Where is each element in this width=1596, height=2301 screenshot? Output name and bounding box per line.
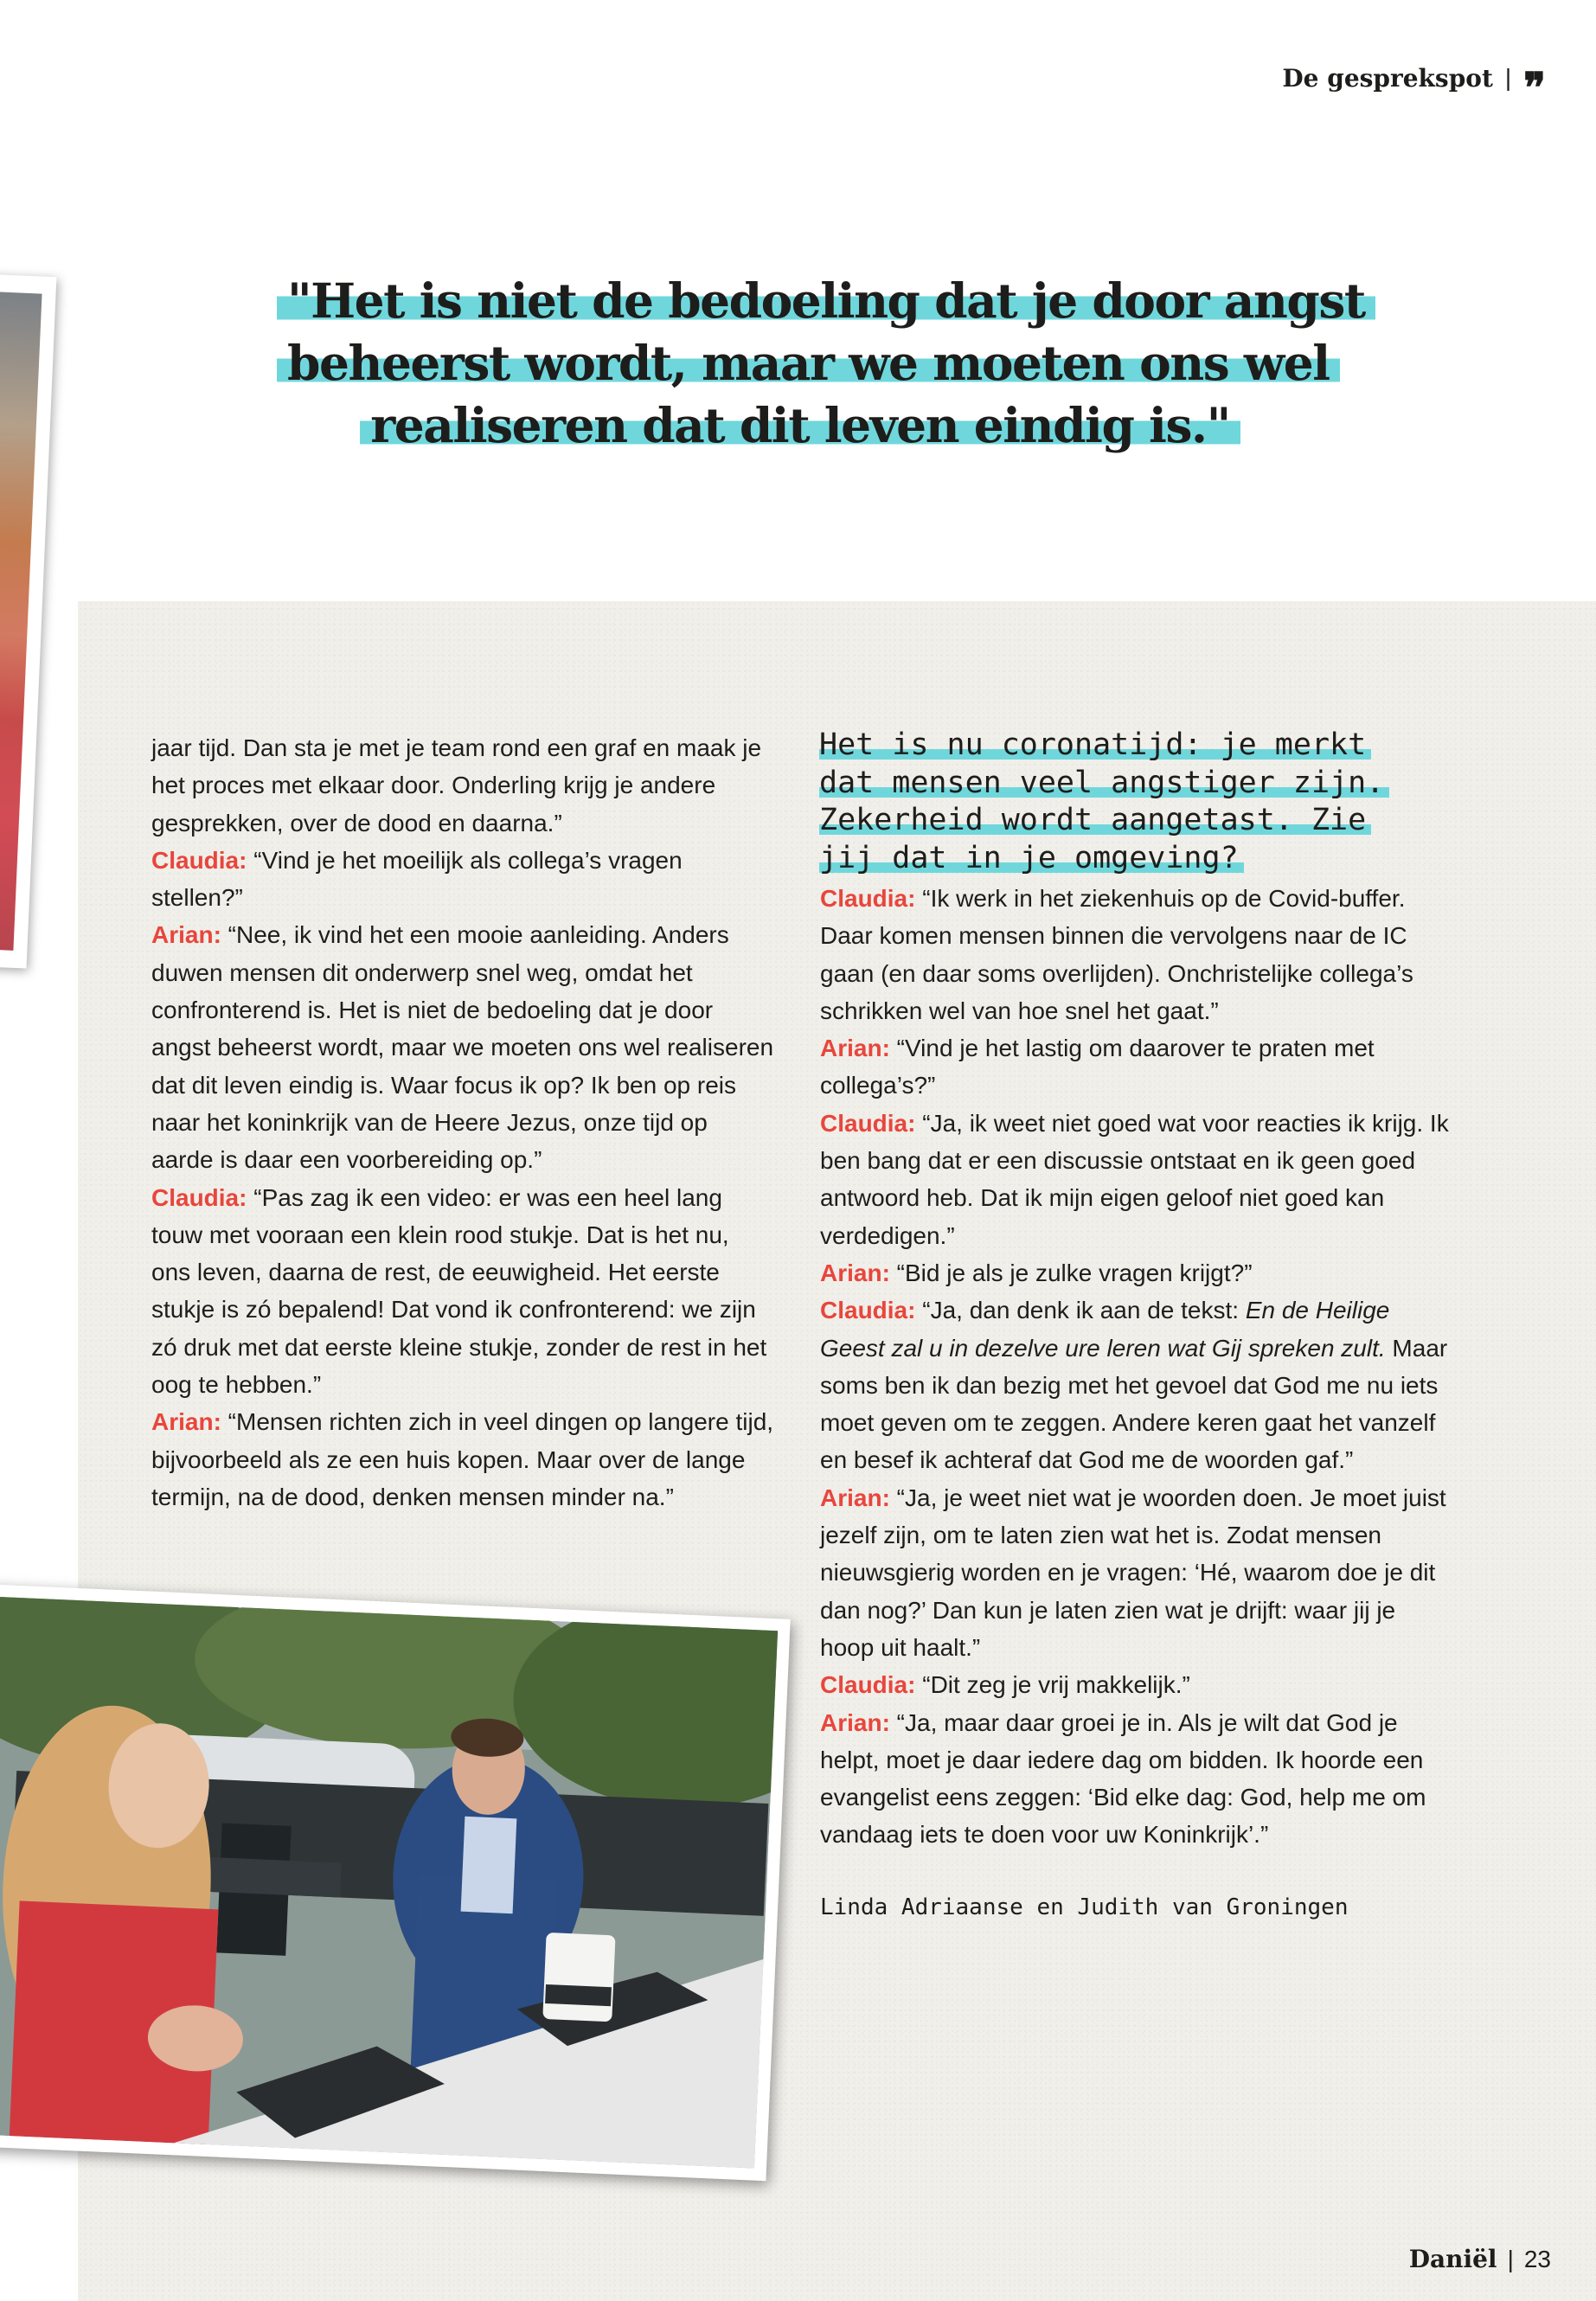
pull-quote <box>277 270 1365 457</box>
paragraph: Claudia: “Ja, ik weet niet goed wat voor reacties ik krijg. Ik ben bang dat er een discussie ontstaat en ik geen goed antwoord heb. Dat ik mijn eigen geloof niet goed kan verdedigen.” <box>820 1109 1449 1249</box>
quote-mark-icon: ❞ <box>1523 64 1546 112</box>
paragraph: Claudia: “Pas zag ik een video: er was een heel lang touw met vooraan een klein rood stukje. Dat is het nu, ons leven, daarna de rest, de eeuwigheid. Het eerste stukje is zó bepalend! Dat vond ik confronterend: we zijn zó druk met dat eerste kleine stukje, zonder de rest in het oog te hebben.” <box>151 1183 767 1399</box>
interview-photo-image <box>0 1594 778 2168</box>
interview-question-heading <box>819 727 1477 877</box>
speaker-label: Arian: <box>151 921 221 949</box>
paragraph: Claudia: “Ja, dan denk ik aan de tekst: En de Heilige Geest zal u in dezelve ure leren wat Gij spreken zult. Maar soms ben ik dan bezig met het gevoel dat God me nu iets moet geven om te zeggen. Andere keren gaat het vanzelf en besef ik achteraf dat God me de woorden gaf.” <box>820 1297 1448 1474</box>
pull-quote-line: realiseren dat dit leven eindig is." <box>277 394 1324 457</box>
speaker-label: Claudia: <box>151 1183 247 1211</box>
pull-quote-line: "Het is niet de bedoeling dat je door angst <box>277 270 1324 332</box>
paragraph: Arian: “Ja, je weet niet wat je woorden doen. Je moet juist jezelf zijn, om te laten zien wat het is. Zodat mensen nieuwsgierig worden en je vragen: ‘Hé, waarom doe je dit dan nog?’ Dan kun je laten zien wat je drijft: waar jij je hoop uit haalt.” <box>820 1484 1446 1661</box>
heading-line: Het is nu coronatijd: je merkt <box>819 727 1477 765</box>
speaker-label: Claudia: <box>151 846 247 874</box>
speaker-label: Arian: <box>820 1708 890 1736</box>
bible-quote: En de Heilige Geest zal u in dezelve ure leren wat Gij spreken zult. <box>820 1297 1390 1362</box>
interview-photo <box>0 1582 791 2182</box>
paragraph: Claudia: “Dit zeg je vrij makkelijk.” <box>820 1671 1190 1699</box>
speaker-label: Arian: <box>820 1035 890 1062</box>
author-byline: Linda Adriaanse en Judith van Groningen <box>820 1894 1349 1920</box>
header-separator: | <box>1504 64 1512 91</box>
page-number: 23 <box>1523 2245 1551 2272</box>
speaker-label: Arian: <box>820 1484 890 1511</box>
article-right-column <box>820 880 1452 1854</box>
paragraph: Arian: “Nee, ik vind het een mooie aanleiding. Anders duwen mensen dit onderwerp snel weg, omdat het confronterend is. Het is niet de bedoeling dat je door angst beheerst wordt, maar we moeten ons wel realiseren dat dit leven eindig is. Waar focus ik op? Ik ben op reis naar het koninkrijk van de Heere Jezus, onze tijd op aarde is daar een voorbereiding op.” <box>151 921 774 1174</box>
footer-separator: | <box>1507 2245 1514 2272</box>
paragraph: Arian: “Ja, maar daar groei je in. Als je wilt dat God je helpt, moet je daar iedere dag om bidden. Ik hoorde een evangelist eens zeggen: ‘Bid elke dag: God, help me om vandaag iets te doen voor uw Koninkrijk’.” <box>820 1708 1426 1849</box>
paragraph: Claudia: “Vind je het moeilijk als collega’s vragen stellen?” <box>151 846 683 912</box>
article-left-column <box>151 729 774 1516</box>
speaker-label: Claudia: <box>820 885 916 912</box>
speaker-label: Claudia: <box>820 1109 916 1137</box>
pull-quote-line: beheerst wordt, maar we moeten ons wel <box>277 332 1324 394</box>
partial-photo-top-left <box>0 273 56 968</box>
page-footer <box>1409 2245 1551 2273</box>
paragraph: Claudia: “Ik werk in het ziekenhuis op de Covid-buffer. Daar komen mensen binnen die vervolgens naar de IC gaan (en daar soms overlijden). Onchristelijke collega’s schrikken wel van hoe snel het gaat.” <box>820 885 1413 1024</box>
heading-line: Zekerheid wordt aangetast. Zie <box>819 802 1477 840</box>
paragraph: Arian: “Bid je als je zulke vragen krijgt?” <box>820 1259 1253 1286</box>
speaker-label: Claudia: <box>820 1297 916 1324</box>
partial-photo-image <box>0 291 42 950</box>
speaker-label: Claudia: <box>820 1671 916 1699</box>
magazine-name: Daniël <box>1408 2245 1497 2273</box>
paragraph: jaar tijd. Dan sta je met je team rond een graf en maak je het proces met elkaar door. Onderling krijg je andere gesprekken, over de dood en daarna.” <box>151 734 762 836</box>
heading-line: dat mensen veel angstiger zijn. <box>819 765 1477 803</box>
section-header <box>1282 57 1546 112</box>
paragraph: Arian: “Vind je het lastig om daarover te praten met collega’s?” <box>820 1035 1375 1099</box>
paragraph: Arian: “Mensen richten zich in veel dingen op langere tijd, bijvoorbeeld als ze een huis kopen. Maar over de lange termijn, na de dood, denken mensen minder na.” <box>151 1408 774 1510</box>
heading-line: jij dat in je omgeving? <box>819 840 1477 878</box>
section-title: De gesprekspot <box>1282 63 1493 93</box>
speaker-label: Arian: <box>151 1408 221 1436</box>
speaker-label: Arian: <box>820 1259 890 1286</box>
